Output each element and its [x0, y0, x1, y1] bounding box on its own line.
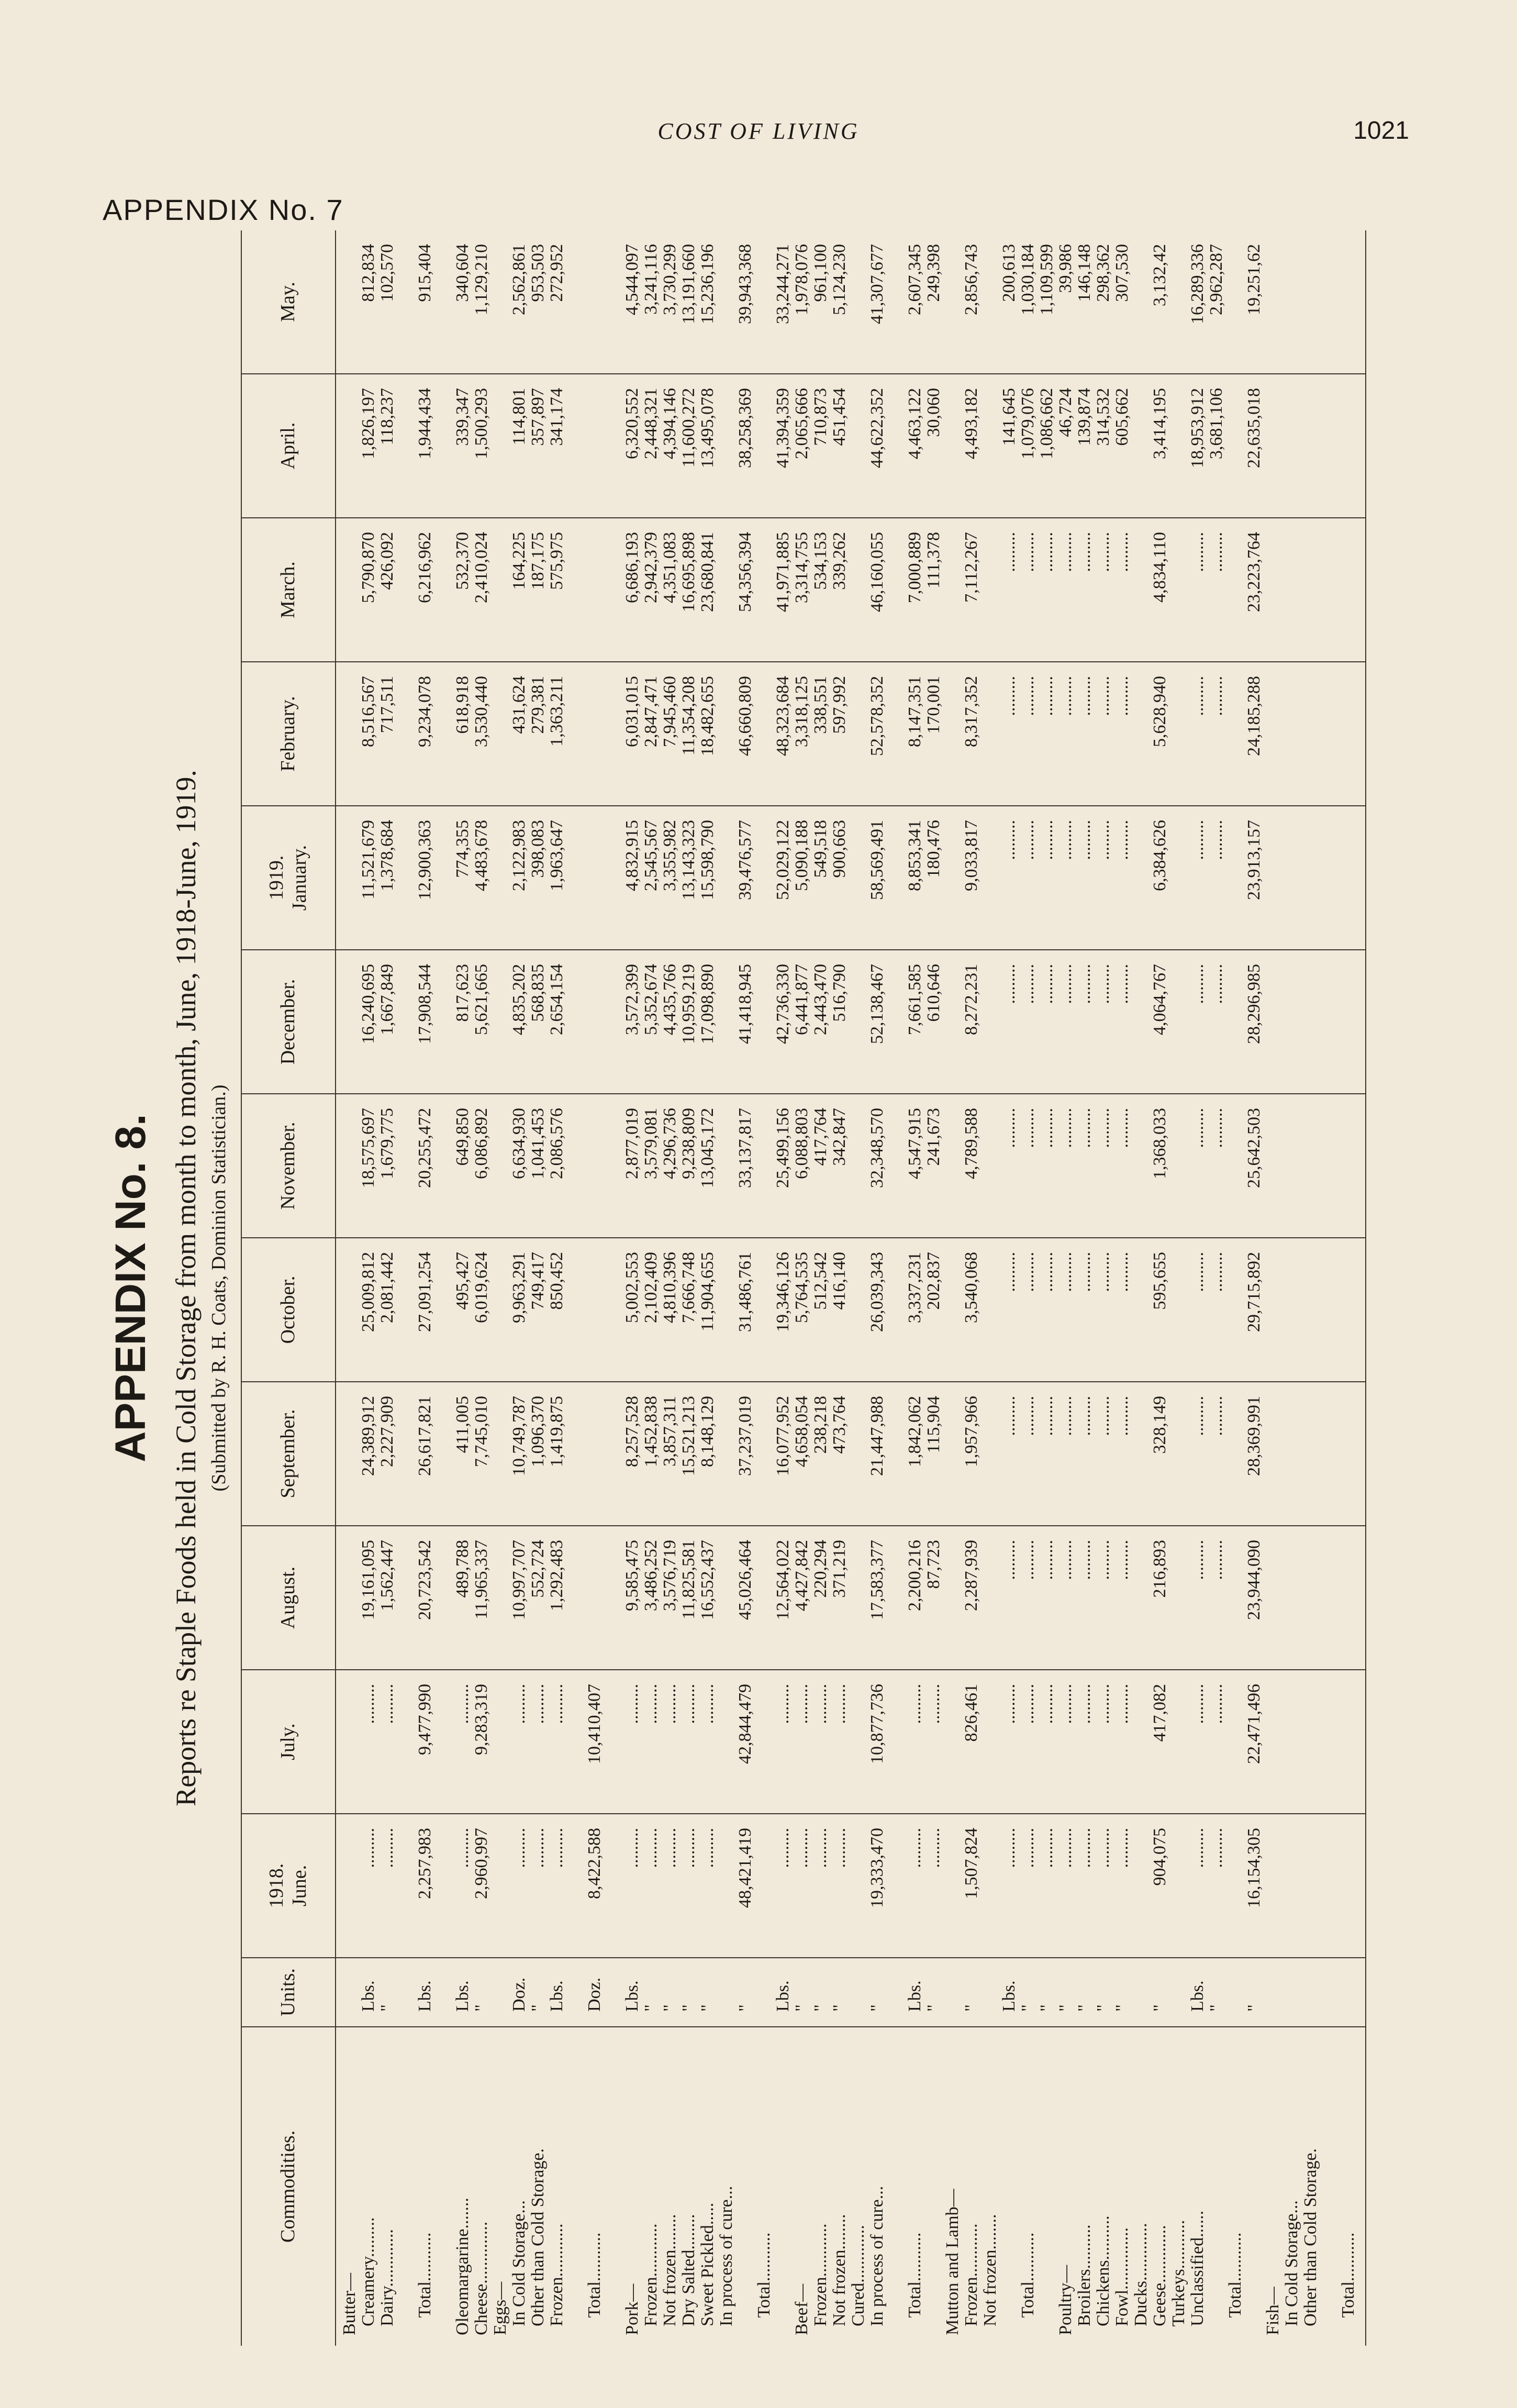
month-values: ......... ......... 9,477,990 ......... 9,283,319 ......... ......... ......... 10,410,407 ......... ......... ......... ......... ......... 42,844,479 ......... ......... ......... ......... 10,877,736 ......... ......... 826,461 ......... ......... ......... ......... ......... ......... ......... 417,082 ......... ......... 22,471,496	[359, 1684, 1264, 1764]
commodities-header: Commodities.	[241, 2027, 336, 2346]
month-values: 1,826,197 118,237 1,944,434 339,347 1,500,293 114,801 357,897 341,174 6,320,552 2,448,321 4,394,146 11,600,272 13,495,078 38,258,369 41,394,359 2,065,666 710,873 451,454 44,622,352 4,463,122 30,060 4,493,182 141,645 1,079,076 1,086,662 46,724 139,874 314,532 605,662 3,414,195 18,953,912 3,681,106 22,635,018	[359, 388, 1264, 468]
month-header: September.	[241, 1382, 336, 1525]
month-column-march	[241, 518, 1366, 662]
month-column-february	[241, 662, 1366, 806]
cold-storage-table	[241, 230, 1366, 2346]
month-values: 8,516,567 717,511 9,234,078 618,918 3,530,440 431,624 279,381 1,363,211 6,031,015 2,847,471 7,945,460 11,354,208 18,482,655 46,660,809 48,323,684 3,318,125 338,551 597,992 52,578,352 8,147,351 170,001 8,317,352 ......... ......... ......... ......... ......... ......... ......... 5,628,940 ......... ......... 24,185,288	[359, 676, 1264, 756]
appendix-label: APPENDIX No. 7	[103, 193, 344, 226]
month-header: August.	[241, 1526, 336, 1669]
table-submitted-by: (Submitted by R. H. Coats, Dominion Statistician.)	[208, 1084, 230, 1492]
month-values: 16,240,695 1,667,849 17,908,544 817,623 5,621,665 4,835,202 568,835 2,654,154 3,572,399 5,352,674 4,435,766 10,959,219 17,098,890 41,418,945 42,736,330 6,441,877 2,443,470 516,790 52,138,467 7,661,585 610,646 8,272,231 ......... ......... ......... ......... ......... ......... ......... 4,064,767 ......... ......... 28,296,985	[359, 964, 1264, 1044]
page-number: 1021	[1353, 117, 1409, 145]
month-column-january-1919	[241, 806, 1366, 950]
month-values: 812,834 102,570 915,404 340,604 1,129,210 2,562,861 953,503 272,952 4,544,097 3,241,116 3,730,299 13,191,660 15,236,196 39,943,368 33,244,271 1,978,076 961,100 5,124,230 41,307,677 2,607,345 249,398 2,856,743 200,613 1,030,184 1,109,599 39,986 146,148 298,362 307,530 3,132,42 16,289,336 2,962,287 19,251,62	[359, 244, 1264, 324]
table-bottom-rule	[1365, 230, 1366, 2346]
month-header: November.	[241, 1094, 336, 1237]
month-column-july	[241, 1670, 1366, 1814]
month-column-november	[241, 1094, 1366, 1238]
month-column-april	[241, 374, 1366, 518]
header-title: COST OF LIVING	[657, 118, 860, 144]
commodity-labels: Butter— Creamery......... Dairy............. Total........... Oleomargarine....... Cheese.............. Eggs— In Cold Storage... Other than Cold Storage. Frozen............ Total........... Pork— Frozen............ Not frozen........ Dry Salted........ Sweet Pickled..... In process of cure... Total........... Beef— Frozen............ Not frozen........ Cured............. In process of cure... Total........... Mutton and Lamb— Frozen............ Not frozen........ Total........... Poultry— Broilers.......... Chickens.......... Fowl.............. Ducks............. Geese............. Turkeys........... Unclassified...... Total........... Fish— In Cold Storage... Other than Cold Storage. Total...........	[340, 2148, 1358, 2335]
month-header: October.	[241, 1238, 336, 1381]
month-values: 24,389,912 2,227,909 26,617,821 411,005 7,745,010 10,749,787 1,096,370 1,419,875 8,257,528 1,452,838 3,857,311 15,521,213 8,148,129 37,237,019 16,077,952 4,658,054 238,218 473,764 21,447,988 1,842,062 115,904 1,957,966 ......... ......... ......... ......... ......... ......... ......... 328,149 ......... ......... 28,369,991	[359, 1396, 1264, 1476]
month-values: 18,575,697 1,679,775 20,255,472 649,850 6,086,892 6,634,930 1,041,453 2,086,576 2,877,019 3,579,081 4,296,736 9,238,809 13,045,172 33,137,817 25,499,156 6,088,803 417,764 342,847 32,348,570 4,547,915 241,673 4,789,588 ......... ......... ......... ......... ......... ......... ......... 1,368,033 ......... ......... 25,642,503	[359, 1108, 1264, 1188]
month-column-august	[241, 1526, 1366, 1670]
month-header: 1918. June.	[241, 1814, 336, 1957]
month-header: December.	[241, 950, 336, 1093]
month-header: 1919. January.	[241, 806, 336, 949]
month-column-december	[241, 950, 1366, 1094]
month-values: 5,790,870 426,092 6,216,962 532,370 2,410,024 164,225 187,175 575,975 6,686,193 2,942,379 4,351,083 16,695,898 23,680,841 54,356,394 41,971,885 3,314,755 534,153 339,262 46,160,055 7,000,889 111,378 7,112,267 ......... ......... ......... ......... ......... ......... ......... 4,834,110 ......... ......... 23,223,764	[359, 532, 1264, 612]
month-values: 25,009,812 2,081,442 27,091,254 495,427 6,019,624 9,963,291 749,417 850,452 5,002,553 2,102,409 4,810,396 7,666,748 11,904,655 31,486,761 19,346,126 5,764,535 512,542 416,140 26,039,343 3,337,231 202,837 3,540,068 ......... ......... ......... ......... ......... ......... ......... 595,655 ......... ......... 29,715,892	[359, 1252, 1264, 1332]
month-column-september	[241, 1382, 1366, 1526]
month-header: February.	[241, 662, 336, 805]
month-column-october	[241, 1238, 1366, 1382]
rotated-table-block	[99, 230, 1366, 2346]
month-values: 11,521,679 1,378,684 12,900,363 774,355 4,483,678 2,122,983 398,083 1,963,647 4,832,915 2,545,567 3,355,982 13,143,323 15,598,790 39,476,577 52,029,122 5,090,188 549,518 900,663 58,569,491 8,853,341 180,476 9,033,817 ......... ......... ......... ......... ......... ......... ......... 6,384,626 ......... ......... 23,913,157	[359, 820, 1264, 900]
month-header: July.	[241, 1670, 336, 1813]
month-column-may	[241, 230, 1366, 374]
table-subtitle: Reports re Staple Foods held in Cold Storage from month to month, June, 1918-June, 1919.	[170, 770, 202, 1806]
month-header: March.	[241, 518, 336, 661]
unit-values: Lbs. " Lbs. Lbs. " Doz. " Lbs. Doz. Lbs. " " " " " Lbs. " " " " Lbs. " " Lbs. " " " " " " " Lbs. " "	[359, 1977, 1264, 2012]
commodities-column	[241, 2027, 1366, 2346]
month-values: 19,161,095 1,562,447 20,723,542 489,788 11,965,337 10,997,707 552,724 1,292,483 9,585,475 3,486,252 3,576,719 11,825,581 16,552,437 45,026,464 12,564,022 4,427,842 220,294 371,219 17,583,377 2,200,216 87,723 2,287,939 ......... ......... ......... ......... ......... ......... ......... 216,893 ......... ......... 23,944,090	[359, 1540, 1264, 1620]
month-header: May.	[241, 230, 336, 373]
month-header: April.	[241, 374, 336, 517]
month-values: ......... ......... 2,257,983 ......... 2,960,997 ......... ......... ......... 8,422,588 ......... ......... ......... ......... ......... 48,421,419 ......... ......... ......... ......... 19,333,470 ......... ......... 1,507,824 ......... ......... ......... ......... ......... ......... ......... 904,075 ......... ......... 16,154,305	[359, 1828, 1264, 1908]
units-header: Units.	[241, 1958, 336, 2026]
table-title: APPENDIX No. 8.	[107, 1114, 154, 1462]
month-column-june-1918	[241, 1814, 1366, 1958]
units-column	[241, 1958, 1366, 2027]
